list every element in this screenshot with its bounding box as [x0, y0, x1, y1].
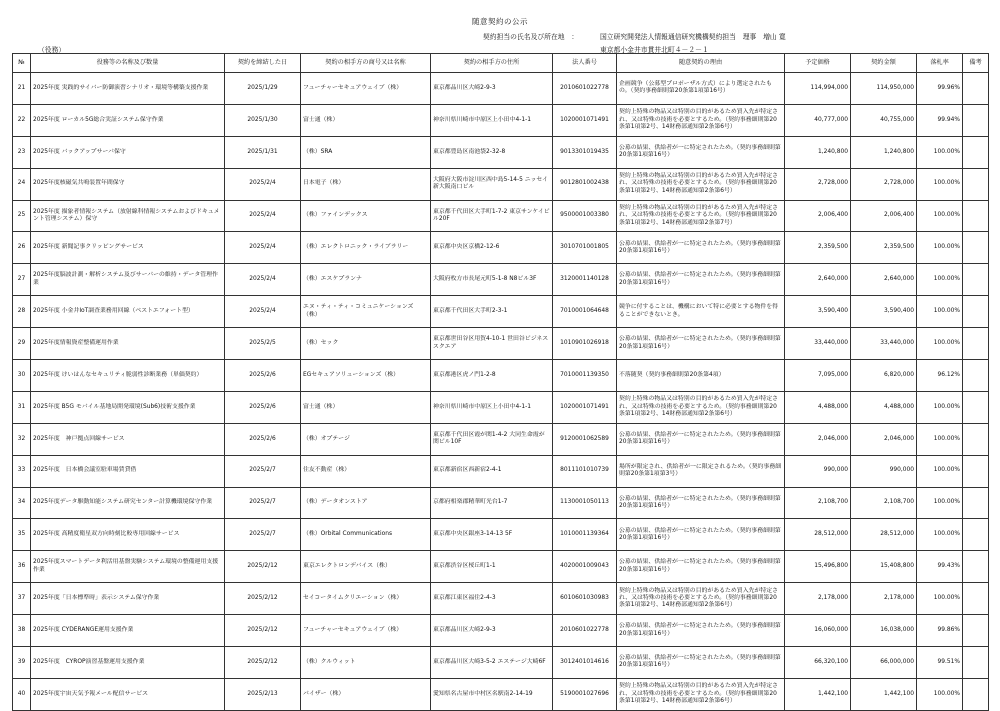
table-row: [13, 360, 989, 392]
col-header-reason: 随意契約の理由: [617, 54, 785, 73]
cell-reason: 公募の結果、供給者が一に特定されたため。（契約事務細則第20条第1項第16号）: [617, 423, 785, 455]
cell-no: 24: [13, 168, 31, 200]
cell-note: [963, 487, 989, 519]
cell-corp-number: 6010601030983: [553, 583, 617, 615]
cell-date: 2025/1/29: [225, 73, 301, 105]
cell-contract-amount: 33,440,000: [851, 328, 917, 360]
cell-rate: 100.00%: [917, 264, 963, 296]
table-row: [13, 136, 989, 168]
cell-estimated-price: 7,095,000: [785, 360, 851, 392]
cell-address: 京都府相楽郡精華町光台1-7: [431, 487, 553, 519]
cell-corp-number: 1020001071491: [553, 104, 617, 136]
cell-address: 東京都品川区大崎2-9-3: [431, 615, 553, 647]
cell-contract-amount: 3,590,400: [851, 296, 917, 328]
cell-reason: 公募の結果、供給者が一に特定されたため。（契約事務細則第20条第1項第16号）: [617, 232, 785, 264]
cell-reason: 公募の結果、供給者が一に特定されたため。（契約事務細則第20条第1項第16号）: [617, 487, 785, 519]
cell-date: 2025/2/4: [225, 168, 301, 200]
cell-date: 2025/2/7: [225, 519, 301, 551]
cell-note: [963, 455, 989, 487]
cell-reason: 契約上特殊の物品又は特別の目的があるため買入先が特定され、又は特殊の技術を必要とするため。（契約事務細則第20条第1項第2号、14財務部通知第2条第6号）: [617, 583, 785, 615]
cell-reason: 公募の結果、供給者が一に特定されたため。（契約事務細則第20条第1項第16号）: [617, 328, 785, 360]
cell-name: 2025年度データ駆動知能システム研究センター計算機環境保守作業: [31, 487, 225, 519]
cell-address: 東京都千代田区大手町1-7-2 東京サンケイビル20F: [431, 200, 553, 232]
table-row: [13, 73, 989, 105]
cell-corp-number: 7010001064648: [553, 296, 617, 328]
cell-date: 2025/2/4: [225, 264, 301, 296]
cell-address: 東京都世田谷区用賀4-10-1 世田谷ビジネススクエア: [431, 328, 553, 360]
cell-estimated-price: 1,442,100: [785, 678, 851, 710]
table-row: [13, 423, 989, 455]
cell-no: 25: [13, 200, 31, 232]
cell-name: 2025年度 高精度衛星双方向時刻比較専用回線サービス: [31, 519, 225, 551]
cell-vendor: 日本電子（株）: [301, 168, 431, 200]
cell-vendor: エヌ・ティ・ティ・コミュニケーションズ（株）: [301, 296, 431, 328]
cell-no: 23: [13, 136, 31, 168]
cell-corp-number: 9500001003380: [553, 200, 617, 232]
cell-vendor: 住友不動産（株）: [301, 455, 431, 487]
cell-corp-number: 2010601022778: [553, 73, 617, 105]
cell-date: 2025/1/31: [225, 136, 301, 168]
cell-reason: 契約上特殊の物品又は特別の目的があるため買入先が特定され、又は特殊の技術を必要とするため。（契約事務細則第20条第1項第2号、14財務部通知第2条第6号）: [617, 168, 785, 200]
category-label: （役務）: [38, 46, 66, 54]
cell-note: [963, 328, 989, 360]
cell-vendor: （株）オプテージ: [301, 423, 431, 455]
cell-date: 2025/2/7: [225, 455, 301, 487]
cell-date: 2025/2/6: [225, 360, 301, 392]
cell-contract-amount: 1,240,800: [851, 136, 917, 168]
cell-estimated-price: 16,060,000: [785, 615, 851, 647]
cell-name: 2025年度脳波計測・解析システム及びサーバーの維持・データ管理作業: [31, 264, 225, 296]
table-row: [13, 583, 989, 615]
cell-rate: 100.00%: [917, 487, 963, 519]
cell-reason: 競争に付することは、機構において特に必要とする物件を得ることができないとき。: [617, 296, 785, 328]
cell-estimated-price: 3,590,400: [785, 296, 851, 328]
cell-estimated-price: 66,320,100: [785, 647, 851, 679]
cell-vendor: （株）クルウィット: [301, 647, 431, 679]
cell-rate: 100.00%: [917, 232, 963, 264]
cell-no: 37: [13, 583, 31, 615]
cell-date: 2025/2/12: [225, 583, 301, 615]
cell-date: 2025/2/4: [225, 296, 301, 328]
cell-reason: 契約上特殊の物品又は特別の目的があるため買入先が特定され、又は特殊の技術を必要とするため。（契約事務細則第20条第1項第2号、14財務部通知第2条第7号）: [617, 200, 785, 232]
cell-date: 2025/2/12: [225, 551, 301, 583]
table-row: [13, 200, 989, 232]
cell-corp-number: 1010001139364: [553, 519, 617, 551]
cell-contract-amount: 990,000: [851, 455, 917, 487]
cell-address: 大阪府大阪市淀川区西中島5-14-5 ニッセイ新大阪南口ビル: [431, 168, 553, 200]
cell-estimated-price: 33,440,000: [785, 328, 851, 360]
cell-note: [963, 200, 989, 232]
cell-estimated-price: 1,240,800: [785, 136, 851, 168]
cell-reason: 公募の結果、供給者が一に特定されたため。（契約事務細則第20条第1項第16号）: [617, 519, 785, 551]
cell-date: 2025/2/12: [225, 647, 301, 679]
cell-vendor: （株）エスケプランナ: [301, 264, 431, 296]
cell-name: 2025年度 描象者情報システム（放射線科情報システムおよびドキュメント管理システム）保守: [31, 200, 225, 232]
cell-note: [963, 551, 989, 583]
cell-note: [963, 73, 989, 105]
cell-rate: 99.43%: [917, 551, 963, 583]
cell-date: 2025/2/6: [225, 423, 301, 455]
cell-reason: 契約上特殊の物品又は特別の目的があるため買入先が特定され、又は特殊の技術を必要とするため。（契約事務細則第20条第1項第2号、14財務部通知第2条第6号）: [617, 678, 785, 710]
cell-estimated-price: 2,108,700: [785, 487, 851, 519]
col-header-rate: 落札率: [917, 54, 963, 73]
cell-reason: 契約上特殊の物品又は特別の目的があるため買入先が特定され、又は特殊の技術を必要とするため。（契約事務細則第20条第1項第2号、14財務部通知第2条第6号）: [617, 391, 785, 423]
cell-vendor: 富士通（株）: [301, 391, 431, 423]
cell-contract-amount: 6,820,000: [851, 360, 917, 392]
table-row: [13, 519, 989, 551]
cell-address: 東京都中央区銀座3-14-13 5F: [431, 519, 553, 551]
cell-note: [963, 296, 989, 328]
cell-corp-number: 3012401014616: [553, 647, 617, 679]
cell-no: 31: [13, 391, 31, 423]
cell-estimated-price: 2,178,000: [785, 583, 851, 615]
cell-vendor: フューチャーセキュアウェイブ（株）: [301, 615, 431, 647]
cell-address: 東京都豊島区南池袋2-32-8: [431, 136, 553, 168]
cell-name: 2025年度 神戸拠点回線サービス: [31, 423, 225, 455]
cell-name: 2025年度 B5G モバイル基地局開発環境(Sub6)技術支援作業: [31, 391, 225, 423]
cell-no: 33: [13, 455, 31, 487]
contracts-table: [12, 53, 989, 711]
cell-name: 2025年度 バックアップサーバ保守: [31, 136, 225, 168]
cell-date: 2025/2/4: [225, 200, 301, 232]
cell-rate: 100.00%: [917, 328, 963, 360]
cell-estimated-price: 2,640,000: [785, 264, 851, 296]
table-row: [13, 168, 989, 200]
cell-address: 東京都新宿区西新宿2-4-1: [431, 455, 553, 487]
cell-no: 32: [13, 423, 31, 455]
cell-estimated-price: 4,488,000: [785, 391, 851, 423]
cell-contract-amount: 2,108,700: [851, 487, 917, 519]
cell-estimated-price: 15,496,800: [785, 551, 851, 583]
cell-estimated-price: 28,512,000: [785, 519, 851, 551]
cell-date: 2025/2/4: [225, 232, 301, 264]
cell-estimated-price: 2,728,000: [785, 168, 851, 200]
table-row: [13, 455, 989, 487]
cell-name: 2025年度 小金井IoT調査業務用回線（ベストエフォート型）: [31, 296, 225, 328]
cell-rate: 100.00%: [917, 296, 963, 328]
cell-rate: 100.00%: [917, 455, 963, 487]
official-address: 東京都小金井市貫井北町４－２－１: [600, 46, 709, 54]
cell-contract-amount: 1,442,100: [851, 678, 917, 710]
cell-name: 2025年度 実践的サイバー防御演習シナリオ・環境等構築支援作業: [31, 73, 225, 105]
cell-estimated-price: 40,777,000: [785, 104, 851, 136]
cell-corp-number: 4020001009043: [553, 551, 617, 583]
table-row: [13, 551, 989, 583]
cell-reason: 公募の結果、供給者が一に特定されたため。（契約事務細則第20条第1項第16号）: [617, 647, 785, 679]
cell-corp-number: 7010001139350: [553, 360, 617, 392]
cell-vendor: EGセキュアソリューションズ（株）: [301, 360, 431, 392]
cell-rate: 100.00%: [917, 583, 963, 615]
cell-date: 2025/2/12: [225, 615, 301, 647]
cell-reason: 公募の結果、供給者が一に特定されたため。（契約事務細則第20条第1項第16号）: [617, 615, 785, 647]
cell-name: 2025年度情報資産整備運用作業: [31, 328, 225, 360]
cell-corp-number: 3010701001805: [553, 232, 617, 264]
cell-address: 東京都港区虎ノ門1-2-8: [431, 360, 553, 392]
table-row: [13, 104, 989, 136]
table-row: [13, 296, 989, 328]
cell-no: 22: [13, 104, 31, 136]
cell-address: 東京都千代田区霞が関1-4-2 大同生命霞が関ビル10F: [431, 423, 553, 455]
cell-reason: 不落随契（契約事務細則第20条第4項）: [617, 360, 785, 392]
cell-name: 2025年度核磁気共鳴装置年間保守: [31, 168, 225, 200]
cell-name: 2025年度 けいはんなセキュリティ脆弱性診断業務（単価契約）: [31, 360, 225, 392]
cell-no: 40: [13, 678, 31, 710]
cell-no: 28: [13, 296, 31, 328]
cell-no: 36: [13, 551, 31, 583]
table-row: [13, 391, 989, 423]
cell-corp-number: 9120001062589: [553, 423, 617, 455]
cell-vendor: セイコータイムクリエーション（株）: [301, 583, 431, 615]
cell-address: 神奈川県川崎市中原区上小田中4-1-1: [431, 104, 553, 136]
col-header-contract-amount: 契約金額: [851, 54, 917, 73]
cell-corp-number: 1130001050113: [553, 487, 617, 519]
cell-vendor: フューチャーセキュアウェイブ（株）: [301, 73, 431, 105]
cell-contract-amount: 66,000,000: [851, 647, 917, 679]
header-row: [13, 54, 989, 73]
cell-rate: 99.96%: [917, 73, 963, 105]
cell-reason: 公募の結果、供給者が一に特定されたため。（契約事務細則第20条第1項第16号）: [617, 136, 785, 168]
cell-address: 東京都千代田区大手町2-3-1: [431, 296, 553, 328]
cell-note: [963, 232, 989, 264]
cell-vendor: （株）ファインデックス: [301, 200, 431, 232]
cell-date: 2025/2/5: [225, 328, 301, 360]
cell-name: 2025年度 CYDERANGE運用支援作業: [31, 615, 225, 647]
cell-contract-amount: 2,178,000: [851, 583, 917, 615]
cell-date: 2025/1/30: [225, 104, 301, 136]
cell-contract-amount: 40,755,000: [851, 104, 917, 136]
cell-reason: 公募の結果、供給者が一に特定されたため。（契約事務細則第20条第1項第16号）: [617, 264, 785, 296]
table-row: [13, 647, 989, 679]
cell-name: 2025年度宇宙天気予報メール配信サービス: [31, 678, 225, 710]
cell-address: 愛知県名古屋市中村区名駅南2-14-19: [431, 678, 553, 710]
cell-rate: 99.51%: [917, 647, 963, 679]
cell-vendor: （株）Orbital Communications: [301, 519, 431, 551]
table-row: [13, 615, 989, 647]
cell-vendor: 富士通（株）: [301, 104, 431, 136]
cell-name: 2025年度 ローカル5G総合実証システム保守作業: [31, 104, 225, 136]
cell-corp-number: 5190001027696: [553, 678, 617, 710]
cell-contract-amount: 16,038,000: [851, 615, 917, 647]
cell-corp-number: 2010601022778: [553, 615, 617, 647]
cell-note: [963, 647, 989, 679]
cell-vendor: パイザー（株）: [301, 678, 431, 710]
cell-address: 東京都江東区福住2-4-3: [431, 583, 553, 615]
cell-contract-amount: 15,408,800: [851, 551, 917, 583]
cell-note: [963, 136, 989, 168]
cell-corp-number: 9012801002438: [553, 168, 617, 200]
cell-vendor: （株）データオンストア: [301, 487, 431, 519]
cell-note: [963, 583, 989, 615]
cell-corp-number: 9013301019435: [553, 136, 617, 168]
cell-note: [963, 264, 989, 296]
cell-name: 2025年度「日本標準時」表示システム保守作業: [31, 583, 225, 615]
cell-rate: 100.00%: [917, 423, 963, 455]
cell-contract-amount: 114,950,000: [851, 73, 917, 105]
cell-rate: 100.00%: [917, 200, 963, 232]
cell-estimated-price: 2,046,000: [785, 423, 851, 455]
cell-corp-number: 1020001071491: [553, 391, 617, 423]
cell-address: 東京都品川区大崎3-5-2 エステージ大崎6F: [431, 647, 553, 679]
cell-no: 34: [13, 487, 31, 519]
cell-note: [963, 168, 989, 200]
col-header-no: №: [13, 54, 31, 73]
cell-rate: 96.12%: [917, 360, 963, 392]
cell-contract-amount: 2,046,000: [851, 423, 917, 455]
cell-contract-amount: 4,488,000: [851, 391, 917, 423]
cell-date: 2025/2/13: [225, 678, 301, 710]
cell-note: [963, 615, 989, 647]
cell-no: 35: [13, 519, 31, 551]
cell-corp-number: 3120001140128: [553, 264, 617, 296]
cell-date: 2025/2/6: [225, 391, 301, 423]
cell-reason: 企画競争（公募型プロポーザル方式）により選定されたもの。（契約事務細則第20条第1項第16号）: [617, 73, 785, 105]
table-row: [13, 328, 989, 360]
official-value: 国立研究開発法人情報通信研究機構契約担当 理事 増山 寛: [600, 33, 786, 41]
cell-contract-amount: 2,728,000: [851, 168, 917, 200]
cell-estimated-price: 114,994,000: [785, 73, 851, 105]
cell-estimated-price: 990,000: [785, 455, 851, 487]
cell-vendor: （株）エレクトロニック・ライブラリー: [301, 232, 431, 264]
col-header-vendor: 契約の相手方の商号又は名称: [301, 54, 431, 73]
cell-contract-amount: 28,512,000: [851, 519, 917, 551]
cell-name: 2025年度 CYROP演習基盤運用支援作業: [31, 647, 225, 679]
cell-name: 2025年度スマートデータ利活用基盤実験システム環境の整備運用支援作業: [31, 551, 225, 583]
cell-contract-amount: 2,359,500: [851, 232, 917, 264]
official-label: 契約担当の氏名及び所在地 ：: [483, 33, 579, 41]
cell-no: 39: [13, 647, 31, 679]
page-title: 随意契約の公示: [472, 17, 528, 26]
cell-note: [963, 104, 989, 136]
cell-estimated-price: 2,006,400: [785, 200, 851, 232]
cell-address: 神奈川県川崎市中原区上小田中4-1-1: [431, 391, 553, 423]
cell-rate: 100.00%: [917, 136, 963, 168]
cell-address: 大阪府枚方市長尾元町5-1-8 N8ビル3F: [431, 264, 553, 296]
cell-rate: 100.00%: [917, 678, 963, 710]
cell-rate: 99.94%: [917, 104, 963, 136]
cell-corp-number: 1010901026918: [553, 328, 617, 360]
table-row: [13, 487, 989, 519]
cell-contract-amount: 2,640,000: [851, 264, 917, 296]
cell-vendor: （株）SRA: [301, 136, 431, 168]
cell-name: 2025年度 新聞記事クリッピングサービス: [31, 232, 225, 264]
col-header-note: 備考: [963, 54, 989, 73]
col-header-name: 役務等の名称及び数量: [31, 54, 225, 73]
cell-corp-number: 8011101010739: [553, 455, 617, 487]
cell-date: 2025/2/7: [225, 487, 301, 519]
cell-address: 東京都渋谷区桜丘町1-1: [431, 551, 553, 583]
col-header-address: 契約の相手方の住所: [431, 54, 553, 73]
cell-rate: 100.00%: [917, 519, 963, 551]
cell-no: 26: [13, 232, 31, 264]
cell-rate: 100.00%: [917, 391, 963, 423]
cell-no: 38: [13, 615, 31, 647]
cell-rate: 100.00%: [917, 168, 963, 200]
cell-no: 29: [13, 328, 31, 360]
cell-note: [963, 519, 989, 551]
cell-reason: 場所が限定され、供給者が一に限定されるため。（契約事務細則第20条第1項第3号）: [617, 455, 785, 487]
cell-no: 30: [13, 360, 31, 392]
cell-note: [963, 423, 989, 455]
col-header-estimated-price: 予定価格: [785, 54, 851, 73]
cell-note: [963, 391, 989, 423]
table-row: [13, 264, 989, 296]
cell-contract-amount: 2,006,400: [851, 200, 917, 232]
cell-no: 27: [13, 264, 31, 296]
cell-name: 2025年度 日本橋会議室駐車場賃貸借: [31, 455, 225, 487]
cell-reason: 契約上特殊の物品又は特別の目的があるため買入先が特定され、又は特殊の技術を必要とするため。（契約事務細則第20条第1項第2号、14財務部通知第2条第6号）: [617, 104, 785, 136]
cell-address: 東京都品川区大崎2-9-3: [431, 73, 553, 105]
cell-note: [963, 360, 989, 392]
cell-estimated-price: 2,359,500: [785, 232, 851, 264]
cell-rate: 99.86%: [917, 615, 963, 647]
col-header-date: 契約を締結した日: [225, 54, 301, 73]
cell-no: 21: [13, 73, 31, 105]
cell-reason: 公募の結果、供給者が一に特定されたため。（契約事務細則第20条第1項第16号）: [617, 551, 785, 583]
cell-vendor: 東京エレクトロンデバイス（株）: [301, 551, 431, 583]
cell-vendor: （株）セック: [301, 328, 431, 360]
table-row: [13, 232, 989, 264]
col-header-corp-number: 法人番号: [553, 54, 617, 73]
cell-address: 東京都中央区京橋2-12-6: [431, 232, 553, 264]
